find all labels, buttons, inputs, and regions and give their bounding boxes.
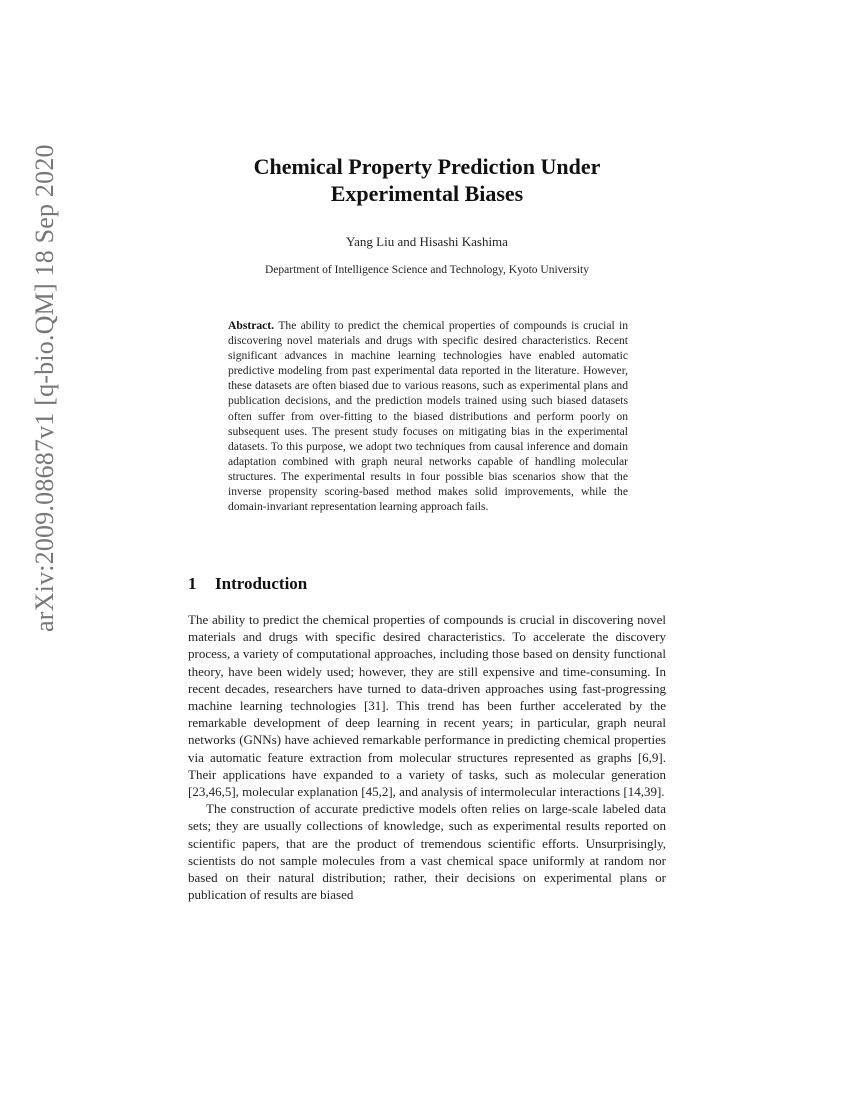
section-number: 1 xyxy=(188,574,197,593)
arxiv-side-stamp xyxy=(28,144,64,632)
abstract-label: Abstract. xyxy=(228,319,279,332)
paper-affiliation: Department of Intelligence Science and Technology, Kyoto University xyxy=(265,264,589,276)
body-text xyxy=(188,611,666,903)
paper-authors: Yang Liu and Hisashi Kashima xyxy=(346,234,508,249)
paper-title: Chemical Property Prediction Under Experimental Biases xyxy=(253,154,601,206)
paragraph: The construction of accurate predictive models often relies on large-scale labeled data sets; they are usually collections of knowledge, such as experimental results reported on scientific papers, that are the product of tremendous scientific efforts. Unsurprisingly, scientists do not sample molecules from a vast chemical space uniformly at random nor based on their natural distribution; rather, their decisions on experimental plans or publication of results are biased xyxy=(188,801,666,903)
section-heading xyxy=(188,574,666,594)
abstract-text: The ability to predict the chemical properties of compounds is crucial in discovering novel materials and drugs with specific desired characteristics. Recent significant advances in machine learning technologies have enabled automatic predictive modeling from past experimental data reported in the literature. However, these datasets are often biased due to various reasons, such as experimental plans and publication decisions, and the prediction models trained using such biased datasets often suffer from over-fitting to the biased distributions and perform poorly on subsequent uses. The present study focuses on mitigating bias in the experimental datasets. To this purpose, we adopt two techniques from causal inference and domain adaptation combined with graph neural networks capable of handling molecular structures. The experimental results in four possible bias scenarios show that the inverse propensity scoring-based method makes solid improvements, while the domain-invariant representation learning approach fails. xyxy=(228,319,628,514)
arxiv-identifier: arXiv:2009.08687v1 [q-bio.QM] 18 Sep 2020 xyxy=(30,144,59,632)
section-title: Introduction xyxy=(215,574,308,593)
paragraph: The ability to predict the chemical properties of compounds is crucial in discovering novel materials and drugs with specific desired characteristics. To accelerate the discovery process, a variety of computational approaches, including those based on density functional theory, have been widely used; however, they are still expensive and time-consuming. In recent decades, researchers have turned to data-driven approaches using fast-progressing machine learning technologies [31]. This trend has been further accelerated by the remarkable development of deep learning in recent years; in particular, graph neural networks (GNNs) have achieved remarkable performance in predicting chemical properties via automatic feature extraction from molecular structures represented as graphs [6,9]. Their applications have expanded to a variety of tasks, such as molecular generation [23,46,5], molecular explanation [45,2], and analysis of intermolecular interactions [14,39]. xyxy=(188,612,666,800)
abstract-block xyxy=(228,318,628,514)
